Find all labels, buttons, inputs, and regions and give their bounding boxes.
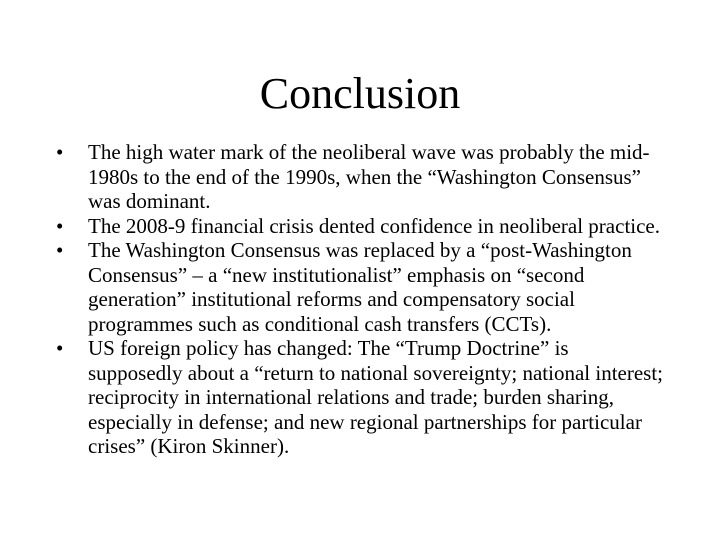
- bullet-list: [56, 140, 666, 459]
- bullet-text: The 2008-9 financial crisis dented confidence in neoliberal practice.: [88, 213, 661, 238]
- bullet-text: The high water mark of the neoliberal wave was probably the mid-1980s to the end of the 1990s, when the “Washington Consensus” was dominant.: [88, 140, 650, 213]
- bullet-text: US foreign policy has changed: The “Trump Doctrine” is supposedly about a “return to national sovereignty; national interest; reciprocity in international relations and trade; burden sharing, especially in defense; and new regional partnerships for particular crises” (Kiron Skinner).: [88, 336, 664, 458]
- bullet-item: [56, 238, 666, 336]
- bullet-text: The Washington Consensus was replaced by a “post-Washington Consensus” – a “new institutionalist” emphasis on “second generation” institutional reforms and compensatory social programmes such as conditional cash transfers (CCTs).: [88, 238, 632, 336]
- bullet-icon: •: [56, 140, 64, 164]
- bullet-item: [56, 214, 666, 239]
- bullet-icon: •: [56, 213, 64, 238]
- bullet-icon: •: [56, 238, 64, 262]
- bullet-item: [56, 140, 666, 214]
- bullet-icon: •: [56, 336, 64, 360]
- bullet-item: [56, 336, 666, 459]
- slide-title: Conclusion: [259, 69, 461, 118]
